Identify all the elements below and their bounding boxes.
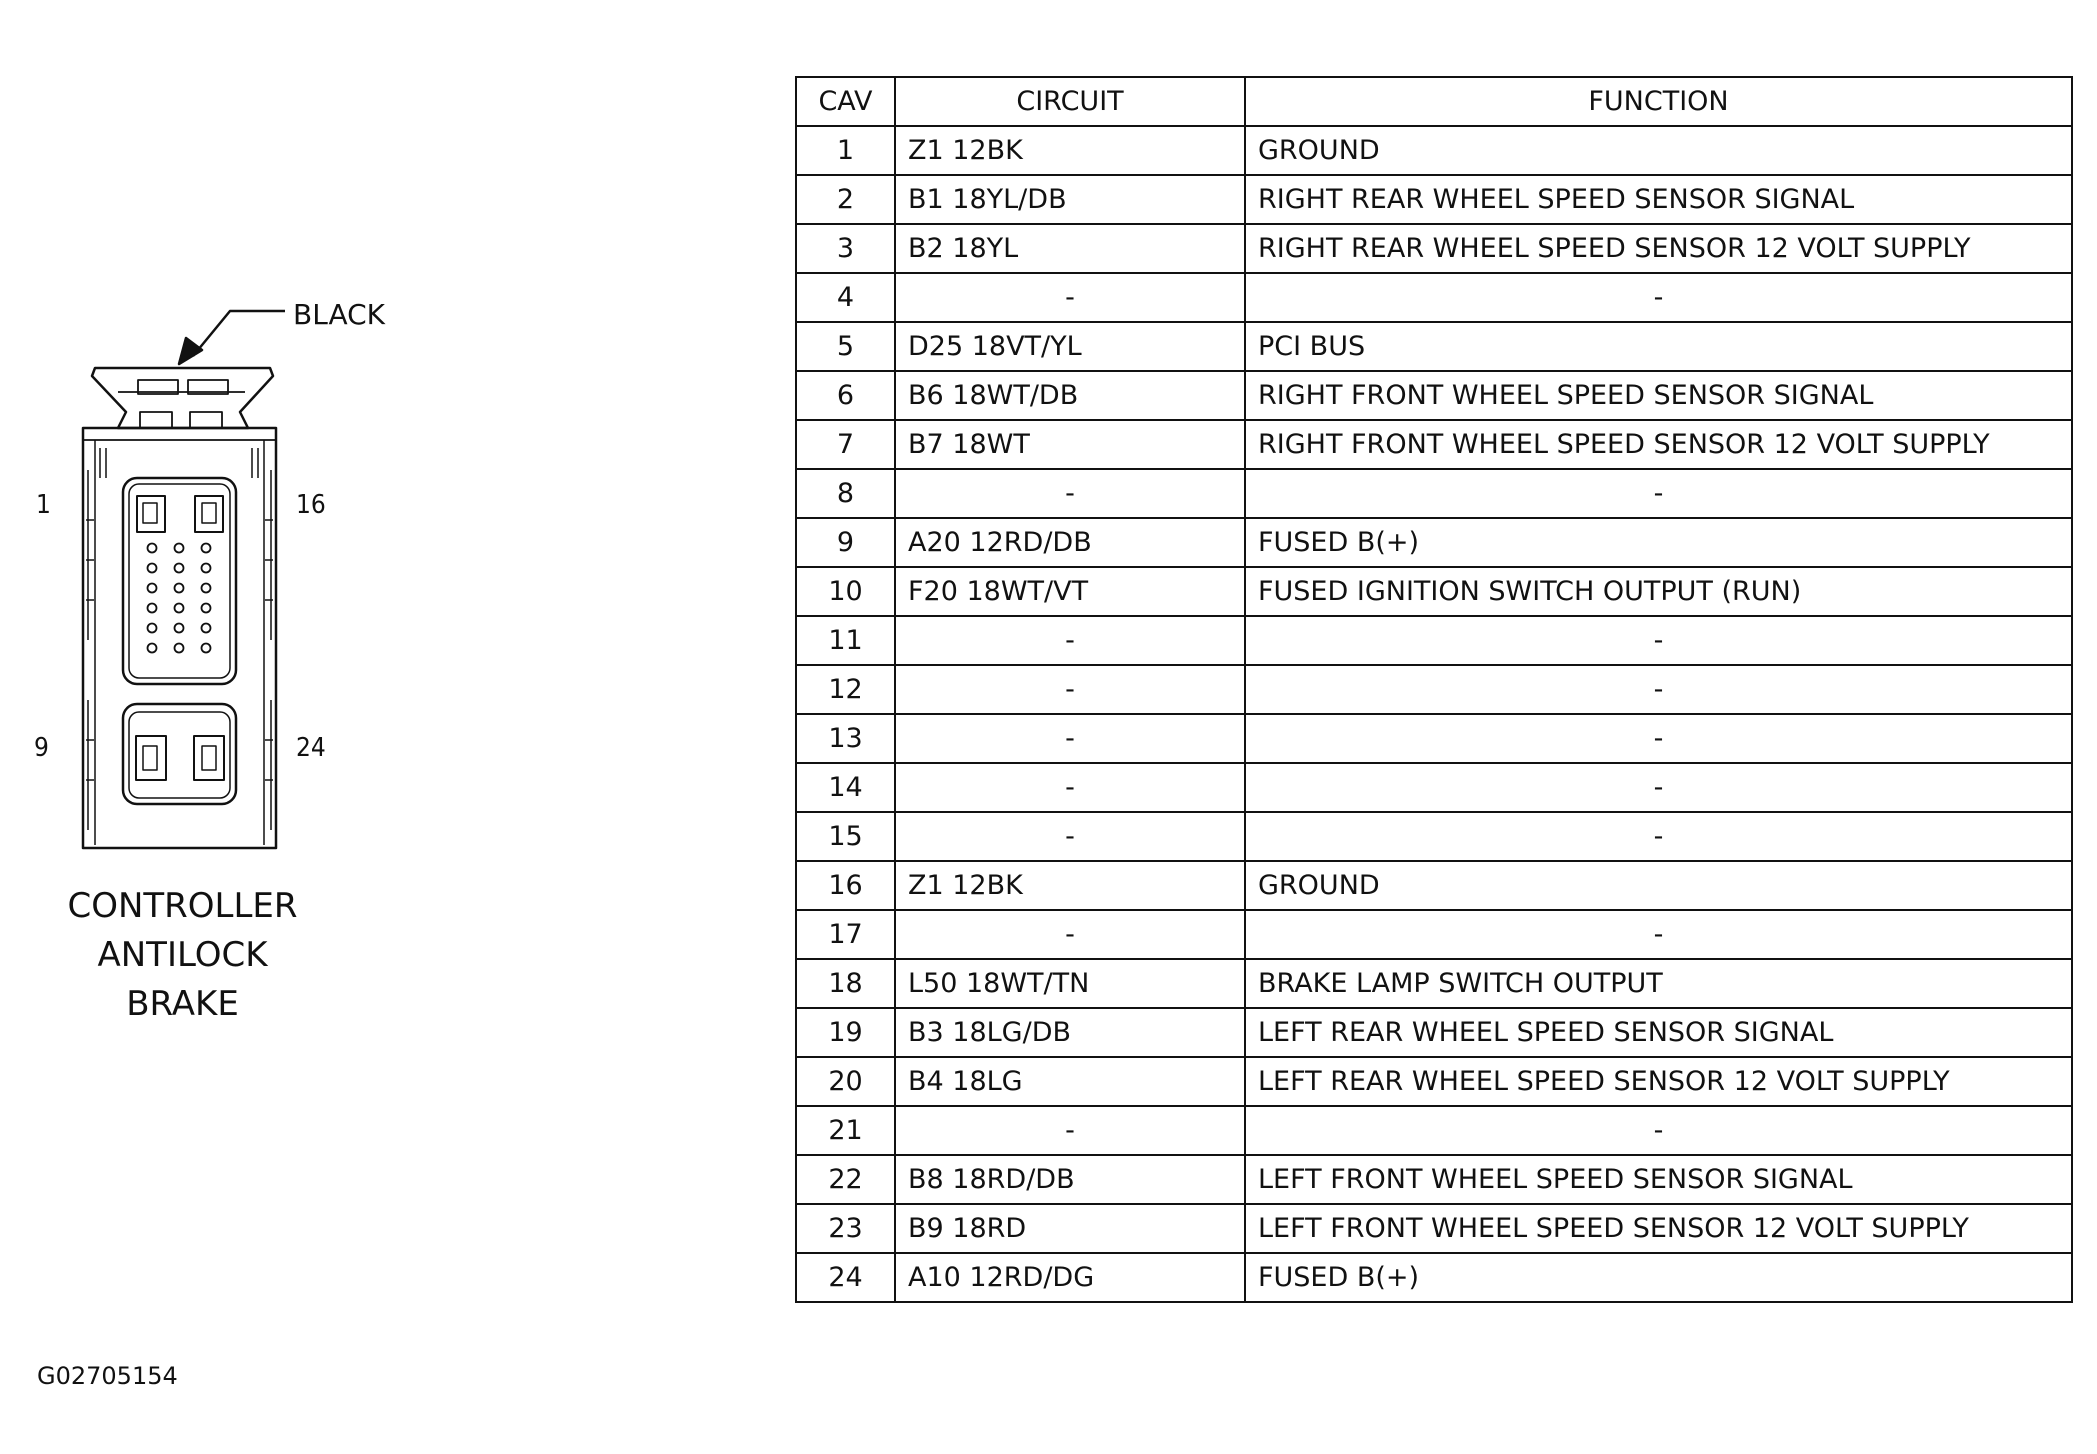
cell-cav: 20 xyxy=(796,1057,895,1106)
cell-cav: 23 xyxy=(796,1204,895,1253)
cell-circuit: - xyxy=(895,273,1245,322)
cell-cav: 21 xyxy=(796,1106,895,1155)
cell-function: LEFT FRONT WHEEL SPEED SENSOR SIGNAL xyxy=(1245,1155,2072,1204)
cell-function: FUSED B(+) xyxy=(1245,518,2072,567)
table-row xyxy=(796,126,2072,175)
table-row xyxy=(796,273,2072,322)
cell-function: - xyxy=(1245,910,2072,959)
cell-function: FUSED B(+) xyxy=(1245,1253,2072,1302)
cell-cav: 18 xyxy=(796,959,895,1008)
cell-function: - xyxy=(1245,665,2072,714)
cell-function: - xyxy=(1245,469,2072,518)
table-body xyxy=(796,126,2072,1302)
cell-function: GROUND xyxy=(1245,126,2072,175)
cell-function: RIGHT FRONT WHEEL SPEED SENSOR 12 VOLT SUPPLY xyxy=(1245,420,2072,469)
pin-label-bottom-right: 24 xyxy=(296,733,326,763)
table-row xyxy=(796,763,2072,812)
cell-circuit: B9 18RD xyxy=(895,1204,1245,1253)
cell-circuit: - xyxy=(895,469,1245,518)
cell-cav: 7 xyxy=(796,420,895,469)
cell-cav: 6 xyxy=(796,371,895,420)
cell-function: - xyxy=(1245,714,2072,763)
cell-cav: 2 xyxy=(796,175,895,224)
cell-cav: 16 xyxy=(796,861,895,910)
table-row xyxy=(796,1204,2072,1253)
table-row xyxy=(796,224,2072,273)
cell-circuit: - xyxy=(895,1106,1245,1155)
table-row xyxy=(796,959,2072,1008)
component-title-line-3: BRAKE xyxy=(126,984,239,1024)
cell-circuit: A20 12RD/DB xyxy=(895,518,1245,567)
cell-circuit: B4 18LG xyxy=(895,1057,1245,1106)
color-leader-arrowhead xyxy=(179,338,202,364)
cell-cav: 1 xyxy=(796,126,895,175)
lower-cavity-block xyxy=(123,704,236,804)
table-row xyxy=(796,616,2072,665)
table-row xyxy=(796,469,2072,518)
pin-label-top-right: 16 xyxy=(296,490,326,520)
header-circuit: CIRCUIT xyxy=(895,77,1245,126)
color-leader-line xyxy=(193,311,285,356)
table-row xyxy=(796,1155,2072,1204)
table-row xyxy=(796,812,2072,861)
cell-cav: 13 xyxy=(796,714,895,763)
table-row xyxy=(796,518,2072,567)
table-row xyxy=(796,175,2072,224)
table-header-row xyxy=(796,77,2072,126)
cell-circuit: B8 18RD/DB xyxy=(895,1155,1245,1204)
header-cav: CAV xyxy=(796,77,895,126)
cell-cav: 9 xyxy=(796,518,895,567)
cell-circuit: B2 18YL xyxy=(895,224,1245,273)
cell-circuit: Z1 12BK xyxy=(895,861,1245,910)
cell-cav: 19 xyxy=(796,1008,895,1057)
table-row xyxy=(796,420,2072,469)
cell-circuit: B6 18WT/DB xyxy=(895,371,1245,420)
cell-circuit: Z1 12BK xyxy=(895,126,1245,175)
connector-color-label: BLACK xyxy=(293,298,386,331)
table-row xyxy=(796,1057,2072,1106)
cell-circuit: B7 18WT xyxy=(895,420,1245,469)
cell-cav: 14 xyxy=(796,763,895,812)
component-title-line-1: CONTROLLER xyxy=(67,886,298,926)
cell-function: LEFT REAR WHEEL SPEED SENSOR 12 VOLT SUPPLY xyxy=(1245,1057,2072,1106)
table-row xyxy=(796,1008,2072,1057)
table-row xyxy=(796,665,2072,714)
cell-circuit: D25 18VT/YL xyxy=(895,322,1245,371)
cell-circuit: B3 18LG/DB xyxy=(895,1008,1245,1057)
cell-function: - xyxy=(1245,1106,2072,1155)
component-title xyxy=(60,882,305,1029)
cell-cav: 10 xyxy=(796,567,895,616)
table-row xyxy=(796,714,2072,763)
pinout-table xyxy=(795,76,2073,1303)
cell-circuit: - xyxy=(895,910,1245,959)
cell-function: - xyxy=(1245,616,2072,665)
cell-function: LEFT FRONT WHEEL SPEED SENSOR 12 VOLT SUPPLY xyxy=(1245,1204,2072,1253)
component-title-line-2: ANTILOCK xyxy=(97,935,268,975)
table-row xyxy=(796,371,2072,420)
cell-circuit: L50 18WT/TN xyxy=(895,959,1245,1008)
cell-cav: 5 xyxy=(796,322,895,371)
header-function: FUNCTION xyxy=(1245,77,2072,126)
cell-function: RIGHT REAR WHEEL SPEED SENSOR 12 VOLT SUPPLY xyxy=(1245,224,2072,273)
table-row xyxy=(796,1253,2072,1302)
cell-circuit: F20 18WT/VT xyxy=(895,567,1245,616)
cell-function: RIGHT FRONT WHEEL SPEED SENSOR SIGNAL xyxy=(1245,371,2072,420)
table-row xyxy=(796,861,2072,910)
connector-body xyxy=(83,428,276,848)
cell-function: PCI BUS xyxy=(1245,322,2072,371)
cell-function: LEFT REAR WHEEL SPEED SENSOR SIGNAL xyxy=(1245,1008,2072,1057)
cell-cav: 3 xyxy=(796,224,895,273)
pin-cavities xyxy=(148,544,211,653)
cell-function: FUSED IGNITION SWITCH OUTPUT (RUN) xyxy=(1245,567,2072,616)
cell-cav: 15 xyxy=(796,812,895,861)
cell-circuit: A10 12RD/DG xyxy=(895,1253,1245,1302)
cell-cav: 8 xyxy=(796,469,895,518)
pin-label-bottom-left: 9 xyxy=(34,733,49,763)
cell-function: - xyxy=(1245,763,2072,812)
table-row xyxy=(796,567,2072,616)
cell-function: - xyxy=(1245,273,2072,322)
cell-circuit: - xyxy=(895,714,1245,763)
connector-latch xyxy=(92,368,273,428)
cell-cav: 12 xyxy=(796,665,895,714)
pin-label-top-left: 1 xyxy=(36,490,51,520)
upper-cavity-block xyxy=(123,478,236,684)
cell-circuit: - xyxy=(895,616,1245,665)
table-row xyxy=(796,1106,2072,1155)
cell-cav: 4 xyxy=(796,273,895,322)
cell-circuit: B1 18YL/DB xyxy=(895,175,1245,224)
cell-cav: 22 xyxy=(796,1155,895,1204)
cell-cav: 11 xyxy=(796,616,895,665)
cell-circuit: - xyxy=(895,812,1245,861)
figure-id: G02705154 xyxy=(37,1362,178,1390)
table-row xyxy=(796,322,2072,371)
table-row xyxy=(796,910,2072,959)
cell-circuit: - xyxy=(895,665,1245,714)
cell-function: GROUND xyxy=(1245,861,2072,910)
cell-function: BRAKE LAMP SWITCH OUTPUT xyxy=(1245,959,2072,1008)
cell-cav: 17 xyxy=(796,910,895,959)
cell-function: RIGHT REAR WHEEL SPEED SENSOR SIGNAL xyxy=(1245,175,2072,224)
cell-function: - xyxy=(1245,812,2072,861)
cell-cav: 24 xyxy=(796,1253,895,1302)
cell-circuit: - xyxy=(895,763,1245,812)
